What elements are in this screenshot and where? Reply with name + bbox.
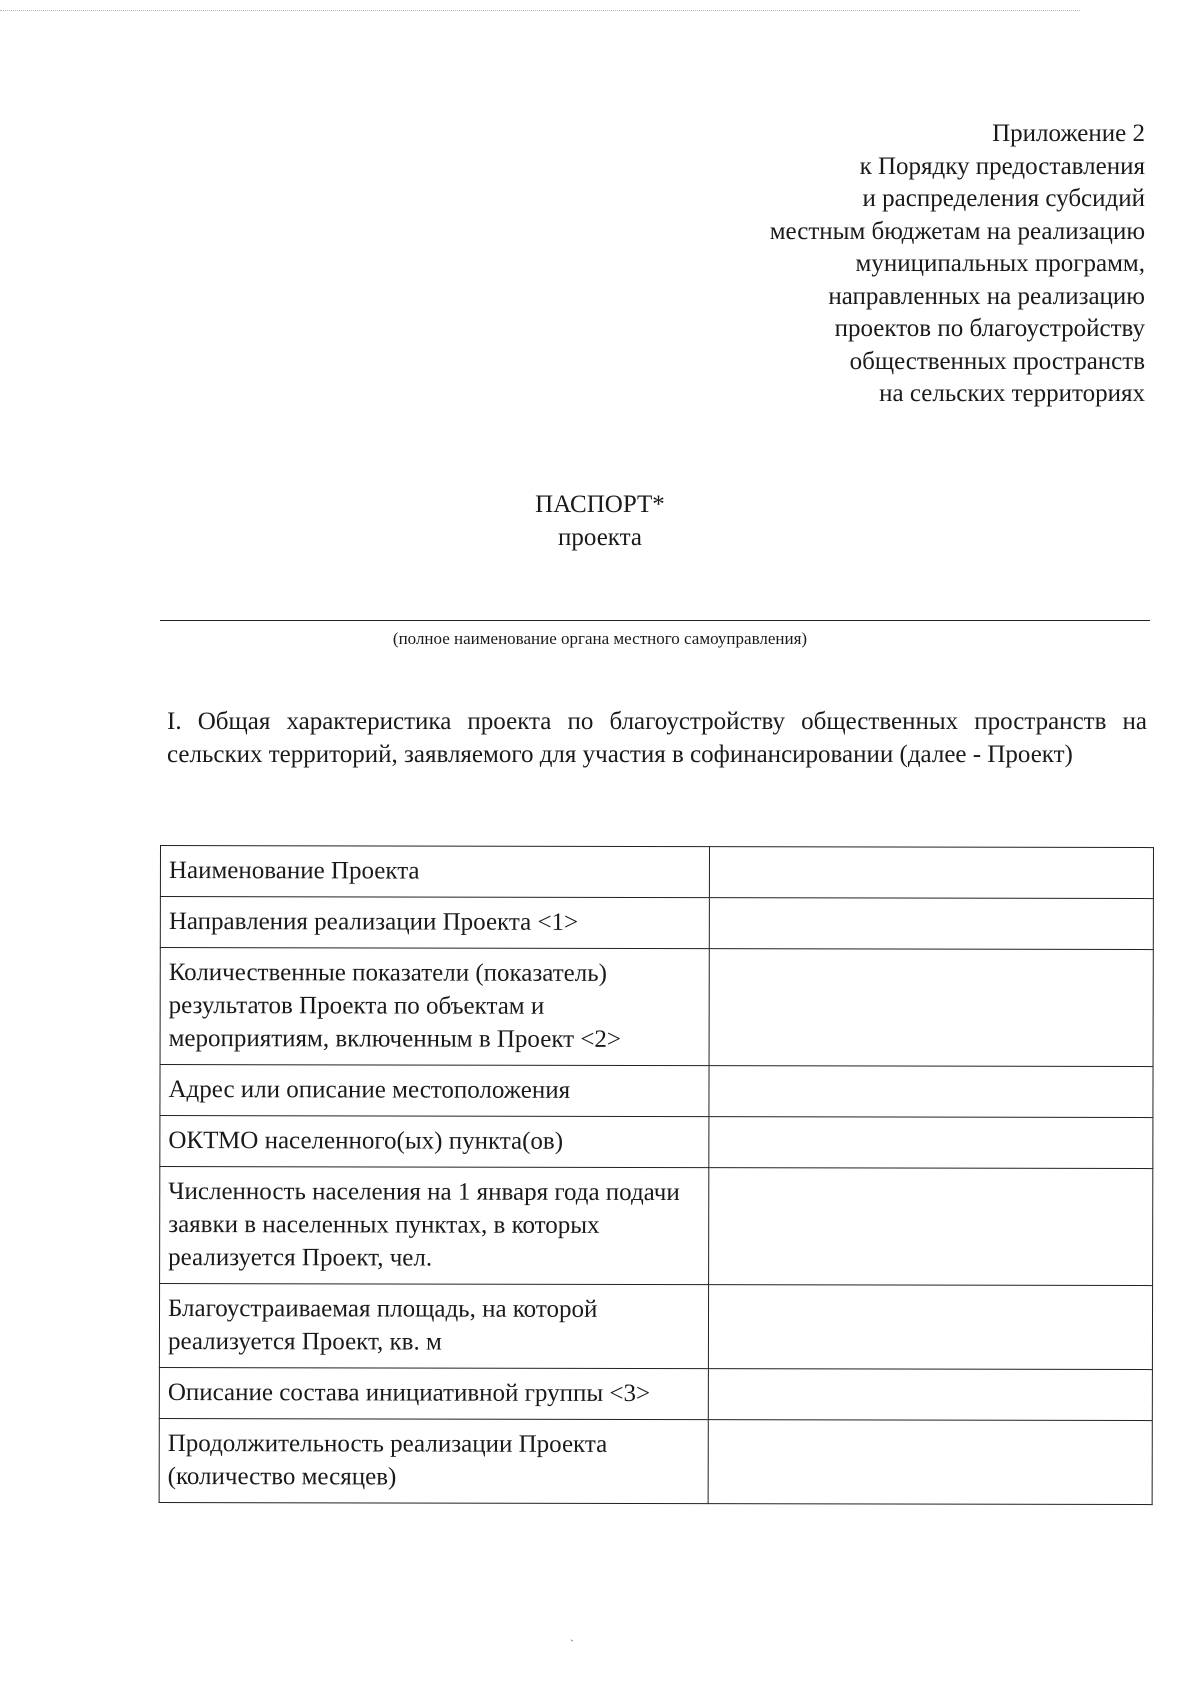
appendix-line: проектов по благоустройству — [834, 315, 1145, 342]
row-value-cell — [708, 1420, 1152, 1505]
table-row — [160, 948, 1153, 1067]
fill-in-line — [160, 620, 1150, 621]
row-value-cell — [709, 949, 1153, 1067]
document-title-block — [0, 488, 1200, 554]
row-label: Направления реализации Проекта <1> — [160, 897, 709, 949]
passport-table — [159, 845, 1154, 1505]
row-label: Благоустраиваемая площадь, на которой реализуется Проект, кв. м — [159, 1284, 708, 1369]
row-value-cell — [709, 1168, 1153, 1286]
appendix-line: и распределения субсидий — [862, 185, 1145, 212]
document-title: ПАСПОРТ* — [535, 491, 665, 518]
table-row — [160, 1116, 1153, 1169]
scan-artifact-line — [0, 10, 1080, 11]
row-value-cell — [709, 898, 1153, 950]
document-subtitle: проекта — [558, 524, 642, 551]
table-row — [159, 1367, 1152, 1420]
row-label: Адрес или описание местоположения — [160, 1065, 709, 1117]
table-row — [160, 1065, 1153, 1118]
table-row — [160, 897, 1153, 950]
appendix-line: общественных пространств — [849, 347, 1145, 375]
scan-speck: ˏ — [570, 1628, 574, 1642]
row-value-cell — [709, 1117, 1153, 1169]
row-value-cell — [709, 847, 1153, 899]
appendix-reference-block — [545, 118, 1145, 411]
row-label: Количественные показатели (показатель) результатов Проекта по объектам и мероприятиям, включенным в Проект <2> — [160, 948, 709, 1066]
fill-in-line-caption: (полное наименование органа местного самоуправления) — [392, 629, 808, 648]
appendix-line: к Порядку предоставления — [859, 152, 1145, 180]
appendix-line: направленных на реализацию — [828, 282, 1145, 310]
section-heading: I. Общая характеристика проекта по благоустройству общественных пространств на сельских территорий, заявляемого для участия в софинансировании (далее - Проект) — [167, 708, 1147, 768]
row-value-cell — [709, 1066, 1153, 1118]
appendix-line: Приложение 2 — [992, 120, 1145, 147]
row-label: Продолжительность реализации Проекта (количество месяцев) — [159, 1418, 708, 1503]
row-label: Численность населения на 1 января года подачи заявки в населенных пунктах, в которых реализуется Проект, чел. — [160, 1167, 709, 1285]
row-label: Наименование Проекта — [160, 846, 709, 898]
row-value-cell — [708, 1285, 1152, 1370]
row-label: Описание состава инициативной группы <3> — [159, 1367, 708, 1419]
table-row — [160, 1167, 1153, 1286]
row-value-cell — [708, 1369, 1152, 1421]
row-label: ОКТМО населенного(ых) пункта(ов) — [160, 1116, 709, 1168]
appendix-line: местным бюджетам на реализацию — [769, 217, 1145, 245]
appendix-line: на сельских территориях — [879, 380, 1145, 407]
appendix-line: муниципальных программ, — [855, 250, 1145, 277]
table-row — [160, 846, 1153, 899]
table-row — [159, 1284, 1152, 1370]
table-row — [159, 1418, 1152, 1504]
